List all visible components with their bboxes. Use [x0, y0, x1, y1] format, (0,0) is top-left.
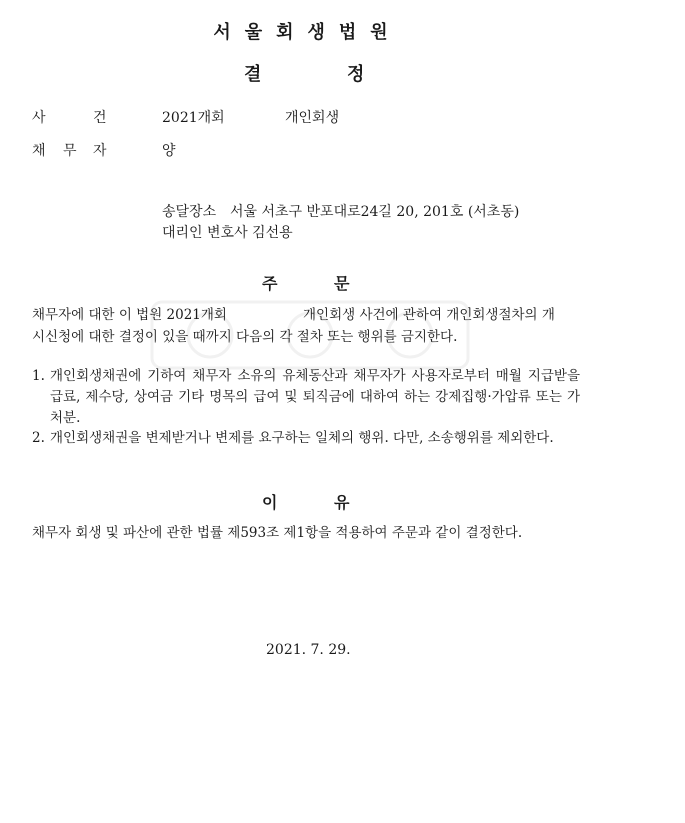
reason-heading-char-1: 이: [262, 493, 278, 512]
service-address-label: 송달장소: [162, 204, 217, 220]
order-item-1: [32, 366, 580, 429]
reason-heading-char-2: 유: [334, 493, 350, 512]
doc-type-char-2: 정: [347, 64, 365, 85]
debtor-name: 양: [162, 143, 176, 159]
case-label-char-2: 건: [93, 110, 107, 126]
order-item-number: 1.: [32, 368, 45, 384]
order-heading-char-1: 주: [262, 274, 278, 293]
debtor-label-char-1: 채: [32, 143, 46, 159]
case-type: 개인회생: [285, 110, 340, 126]
order-item-text: 개인회생채권을 변제받거나 변제를 요구하는 일체의 행위. 다만, 소송행위를 제외한다.: [50, 430, 554, 446]
order-heading-char-2: 문: [334, 274, 350, 293]
order-item-number: 2.: [32, 430, 45, 446]
agent-lawyer: 대리인 변호사 김선용: [162, 225, 293, 241]
debtor-label-char-2: 무: [63, 143, 77, 159]
order-intro-line2: 시신청에 대한 결정이 있을 때까지 다음의 각 절차 또는 행위를 금지한다.: [32, 329, 458, 345]
order-intro-line1-b: 개인회생 사건에 관하여 개인회생절차의 개: [303, 307, 555, 323]
court-name: 서울회생법원: [213, 22, 402, 43]
debtor-label-char-3: 자: [93, 143, 107, 159]
doc-type-char-1: 결: [244, 64, 262, 85]
order-intro-line1-a: 채무자에 대한 이 법원 2021개회: [32, 307, 227, 323]
case-number: 2021개회: [162, 110, 225, 126]
order-item-2: [32, 428, 580, 449]
reason-text: 채무자 회생 및 파산에 관한 법률 제593조 제1항을 적용하여 주문과 같이 결정한다.: [32, 525, 523, 541]
service-address: 서울 서초구 반포대로24길 20, 201호 (서초동): [230, 204, 520, 220]
case-label-char-1: 사: [32, 110, 46, 126]
decision-date: 2021. 7. 29.: [266, 642, 351, 658]
order-item-text: 개인회생채권에 기하여 채무자 소유의 유체동산과 채무자가 사용자로부터 매월 지급받을 급료, 제수당, 상여금 기타 명목의 급여 및 퇴직금에 대하여 하는 강제집행·가압류 또는 가처분.: [50, 368, 580, 426]
